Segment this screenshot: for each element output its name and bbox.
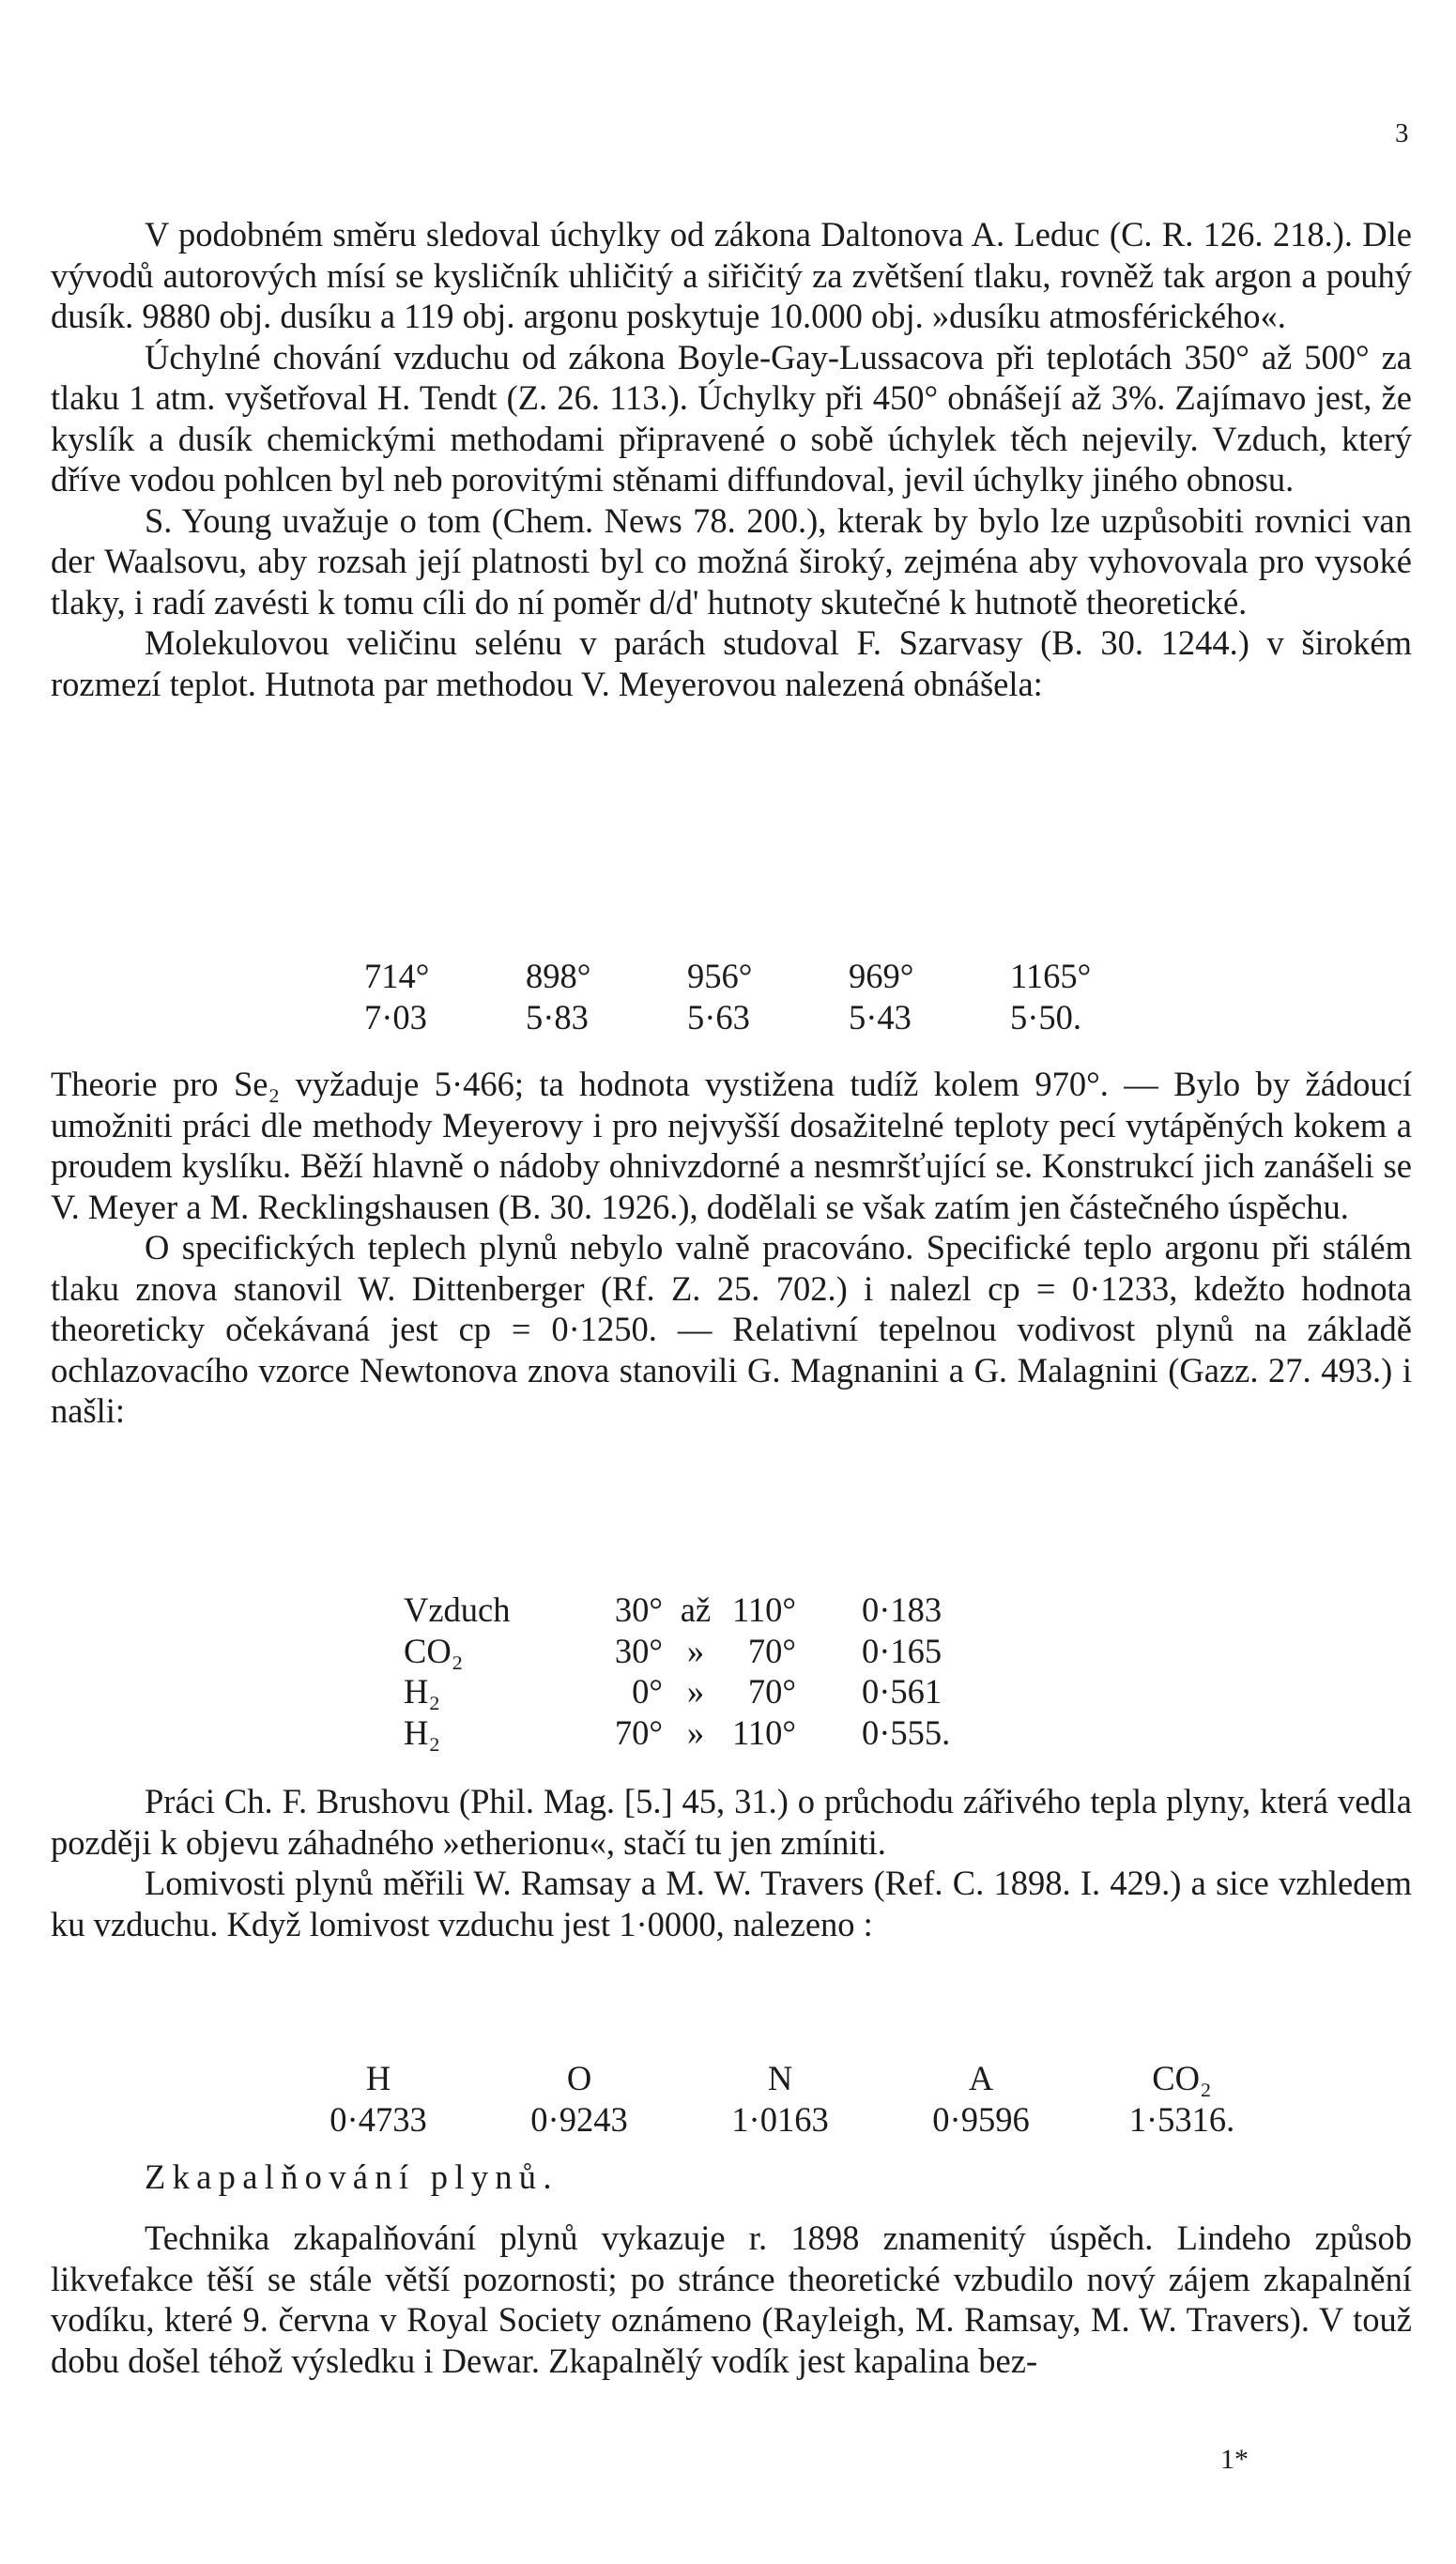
gas-cell: Vzduch: [404, 1590, 511, 1629]
table-cell: 0·9596: [932, 2099, 1030, 2139]
table-cell: 0·4733: [330, 2099, 427, 2139]
separator-cell: »: [686, 1672, 705, 1711]
table-cell: 5·63: [687, 997, 750, 1036]
gas-cell: CO₂: [404, 1631, 464, 1670]
density-row: [364, 997, 1091, 1038]
table-row: [404, 1712, 950, 1754]
paragraph-specific-heat: O specifických teplech plynů nebylo valně pracováno. Specifické teplo argonu při stálém tlaku znova stanovil W. Dittenberger (Rf. Z. 25. 702.) i nalezl cp = 0·1233, kdežto hodnota theoreticky očekávaná jest cp = 0·1250. — Relativní tepelnou vodivost plynů na základě ochlazovacího vzorce Newtonova znova stanovili G. Magnanini a G. Malagnini (Gazz. 27. 493.) i našli:: [51, 1228, 1412, 1430]
separator-cell: až: [680, 1590, 712, 1629]
table-cell: 969°: [849, 957, 914, 995]
text-block-1: [51, 214, 1412, 704]
table-cell: 898°: [526, 957, 591, 995]
table-cell: 1·0163: [731, 2099, 829, 2139]
paragraph-brush: Práci Ch. F. Brushovu (Phil. Mag. [5.] 45, 31.) o průchodu zářivého tepla plyny, která vedla později k objevu záhadného »etherionu«, stačí tu jen zmíniti.: [51, 1782, 1412, 1862]
temp-from-cell: 30°: [614, 1590, 663, 1629]
table-row: [404, 1589, 950, 1631]
refraction-table: [278, 2058, 1282, 2140]
paragraph-young: S. Young uvažuje o tom (Chem. News 78. 200.), kterak by bylo lze uzpůsobiti rovnici van der Waalsovu, aby rozsah její platnosti byl co možná široký, zejména aby vyhovovala pro vysoké tlaky, i radí zavésti k tomu cíli do ní poměr d/d' hutnoty skutečné k hutnotě theoretické.: [51, 500, 1412, 622]
gas-cell: H₂: [404, 1712, 441, 1752]
paragraph-theory: Theorie pro Se₂ vyžaduje 5·466; ta hodnota vystižena tudíž kolem 970°. — Bylo by žádoucí umožniti práci dle methody Meyerovy i pro nejvyšší dosažitelné teploty pecí vytápěných kokem a proudem kyslíku. Běží hlavně o nádoby ohnivzdorné a nesmršťující se. Konstrukcí jich zanášeli se V. Meyer a M. Recklingshausen (B. 30. 1926.), dodělali se však zatím jen částečného úspěchu.: [51, 1065, 1412, 1226]
signature-mark: 1*: [1220, 2444, 1249, 2475]
table-cell: H: [365, 2059, 391, 2097]
temp-from-cell: 30°: [614, 1631, 663, 1670]
table-cell: O: [566, 2059, 592, 2097]
paragraph-boyle: Úchylné chování vzduchu od zákona Boyle-Gay-Lussacova při teplotách 350° až 500° za tlaku 1 atm. vyšetřoval H. Tendt (Z. 26. 113.). Úchylky při 450° obnášejí až 3%. Zajímavo jest, že kyslík a dusík chemickými methodami připravené o sobě úchylek těch nejevily. Vzduch, který dříve vodou pohlcen byl neb porovitými stěnami diffundoval, jevil úchylky jiného obnosu.: [51, 337, 1412, 499]
temp-to-cell: 70°: [747, 1672, 796, 1711]
value-cell: 0·183: [862, 1590, 943, 1629]
table-row: [404, 1671, 950, 1712]
separator-cell: »: [686, 1631, 705, 1670]
table-cell: 7·03: [364, 997, 427, 1036]
table-cell: 5·43: [849, 997, 912, 1036]
selenium-density-table: [364, 956, 1091, 1037]
value-row: [278, 2099, 1282, 2141]
table-cell: CO₂: [1152, 2059, 1212, 2097]
temp-from-cell: 70°: [614, 1712, 663, 1752]
paragraph-liquefaction: Technika zkapalňování plynů vykazuje r. 1898 znamenitý úspěch. Lindeho způsob likvefakce těší se stále větší pozornosti; po stránce theoretické vzbudilo nový zájem zkapalnění vodíku, které 9. června v Royal Society oznámeno (Rayleigh, M. Ramsay, M. W. Travers). V touž dobu došel téhož výsledku i Dewar. Zkapalnělý vodík jest kapalina bez-: [51, 2219, 1412, 2380]
paragraph-dalton: V podobném směru sledoval úchylky od zákona Daltonova A. Leduc (C. R. 126. 218.). Dle vývodů autorových mísí se kysličník uhličitý a siřičitý za zvětšení tlaku, rovněž tak argon a pouhý dusík. 9880 obj. dusíku a 119 obj. argonu poskytuje 10.000 obj. »dusíku atmosférického«.: [51, 215, 1412, 335]
heading-liquefaction: Zkapalňování plynů.: [145, 2157, 559, 2196]
paragraph-selenium: Molekulovou veličinu selénu v parách studoval F. Szarvasy (B. 30. 1244.) v širokém rozmezí teplot. Hutnota par methodou V. Meyerovou nalezená obnášela:: [51, 623, 1412, 703]
table-row: [404, 1631, 950, 1672]
paragraph-refraction: Lomivosti plynů měřili W. Ramsay a M. W. Travers (Ref. C. 1898. I. 429.) a sice vzhledem ku vzduchu. Když lomivost vzduchu jest 1·0000, nalezeno :: [51, 1864, 1412, 1943]
table-cell: A: [968, 2059, 994, 2097]
table-cell: 5·50.: [1010, 997, 1082, 1036]
temp-to-cell: 110°: [732, 1590, 796, 1629]
table-cell: 714°: [364, 957, 430, 995]
table-cell: N: [767, 2059, 793, 2097]
section-heading: [51, 2157, 1412, 2198]
text-block-3: [51, 1781, 1412, 1944]
text-block-2: [51, 1064, 1412, 1432]
value-cell: 0·555.: [862, 1712, 951, 1752]
separator-cell: »: [686, 1712, 705, 1752]
table-cell: 1165°: [1010, 957, 1092, 995]
gas-row: [278, 2058, 1282, 2099]
page-number: 3: [1395, 118, 1409, 148]
gas-cell: H₂: [404, 1672, 441, 1711]
table-cell: 0·9243: [530, 2099, 628, 2139]
table-cell: 5·83: [526, 997, 589, 1036]
text-block-4: [51, 2218, 1412, 2381]
table-cell: 1·5316.: [1128, 2099, 1235, 2139]
temp-to-cell: 70°: [747, 1631, 796, 1670]
value-cell: 0·561: [862, 1672, 943, 1711]
temp-from-cell: 0°: [632, 1672, 663, 1711]
table-cell: 956°: [687, 957, 753, 995]
thermal-conductivity-table: [404, 1589, 950, 1753]
temperature-row: [364, 956, 1091, 997]
value-cell: 0·165: [862, 1631, 943, 1670]
temp-to-cell: 110°: [732, 1712, 796, 1752]
